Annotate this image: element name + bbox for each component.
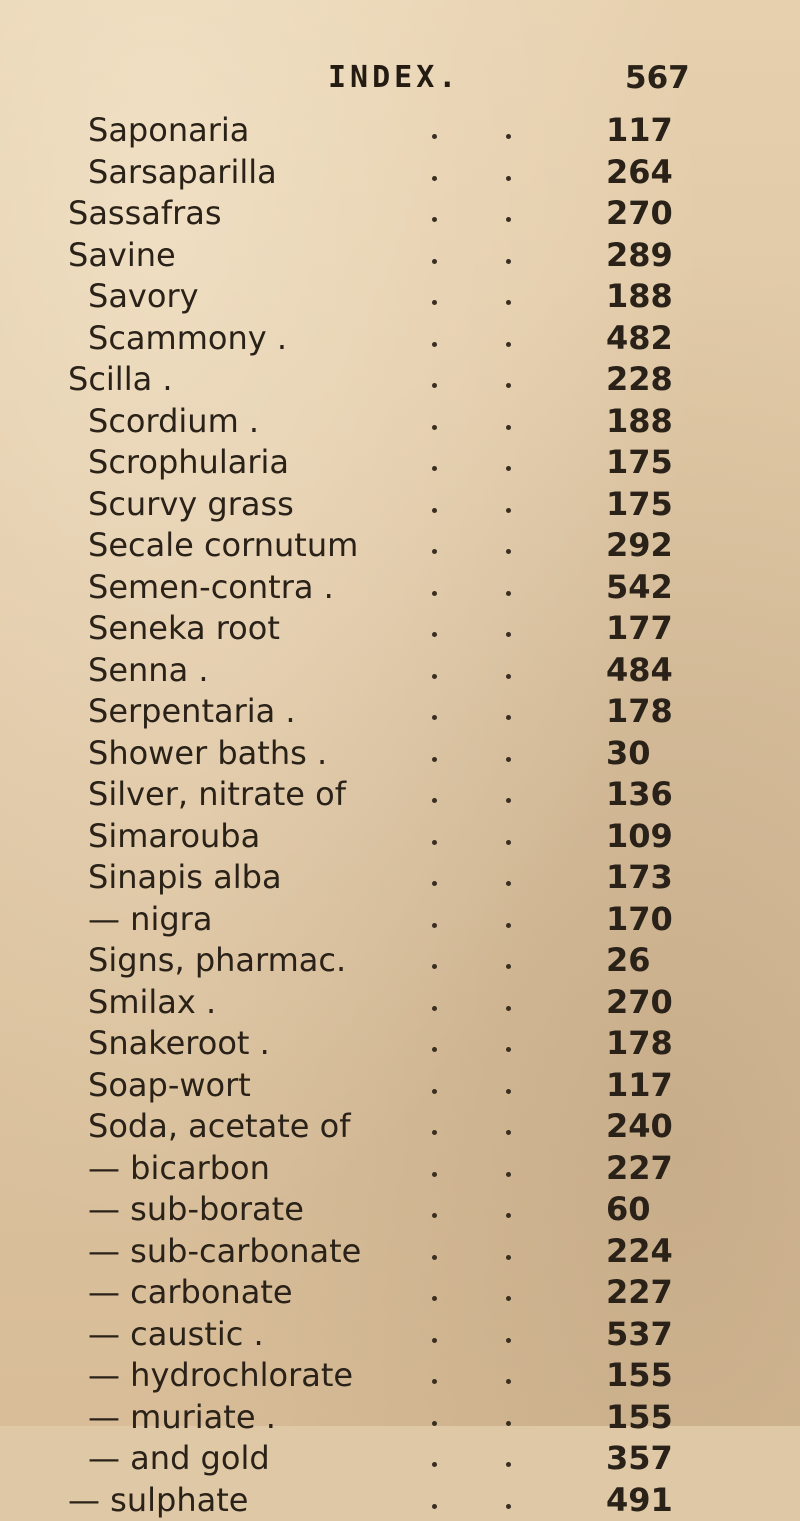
leader-dot [432, 1130, 437, 1135]
entry-term: Silver, nitrate of [88, 774, 346, 814]
leader-dot [432, 881, 437, 886]
leader-dot [432, 259, 437, 264]
entry-term: — carbonate [88, 1272, 293, 1312]
leader-dot [432, 1379, 437, 1384]
entry-page-number: 264 [606, 152, 673, 192]
entry-page-number: 175 [606, 442, 673, 482]
leader-dot [506, 840, 511, 845]
entry-page-number: 155 [606, 1355, 673, 1395]
leader-dot [432, 757, 437, 762]
leader-dot [432, 1047, 437, 1052]
index-entry [0, 442, 800, 484]
entry-term: Seneka root [88, 608, 280, 648]
entry-page-number: 270 [606, 982, 673, 1022]
entry-term: Sassafras [68, 193, 222, 233]
index-title: INDEX. [328, 60, 460, 95]
page-header [0, 0, 800, 100]
entry-page-number: 177 [606, 608, 673, 648]
leader-dot [432, 1296, 437, 1301]
leader-dot [506, 715, 511, 720]
entry-term: Senna . [88, 650, 209, 690]
index-entry [0, 1438, 800, 1480]
entry-term: Scammony . [88, 318, 287, 358]
index-entry [0, 816, 800, 858]
leader-dot [432, 674, 437, 679]
index-entry [0, 1106, 800, 1148]
leader-dot [432, 715, 437, 720]
entry-term: Semen-contra . [88, 567, 334, 607]
index-entry [0, 982, 800, 1024]
entry-term: Sinapis alba [88, 857, 282, 897]
index-entry [0, 110, 800, 152]
index-entry [0, 318, 800, 360]
leader-dot [506, 549, 511, 554]
leader-dot [506, 1296, 511, 1301]
index-entry [0, 608, 800, 650]
index-entry [0, 1480, 800, 1521]
entry-page-number: 228 [606, 359, 673, 399]
entry-term: Simarouba [88, 816, 260, 856]
index-entry [0, 1148, 800, 1190]
entry-term: Sarsaparilla [88, 152, 277, 192]
entry-page-number: 537 [606, 1314, 673, 1354]
entry-page-number: 491 [606, 1480, 673, 1520]
entry-page-number: 542 [606, 567, 673, 607]
entry-page-number: 227 [606, 1148, 673, 1188]
index-entry [0, 193, 800, 235]
entry-page-number: 188 [606, 401, 673, 441]
entry-term: Signs, pharmac. [88, 940, 346, 980]
entry-page-number: 484 [606, 650, 673, 690]
leader-dot [506, 1089, 511, 1094]
index-entry [0, 152, 800, 194]
entry-page-number: 178 [606, 1023, 673, 1063]
leader-dot [506, 632, 511, 637]
index-entry [0, 733, 800, 775]
index-entry [0, 1231, 800, 1273]
entry-page-number: 224 [606, 1231, 673, 1271]
leader-dot [506, 134, 511, 139]
entry-page-number: 292 [606, 525, 673, 565]
entry-page-number: 482 [606, 318, 673, 358]
entry-term: Shower baths . [88, 733, 327, 773]
entry-term: — sub-borate [88, 1189, 304, 1229]
leader-dot [506, 591, 511, 596]
entry-page-number: 227 [606, 1272, 673, 1312]
leader-dot [432, 217, 437, 222]
leader-dot [506, 176, 511, 181]
leader-dot [506, 1504, 511, 1509]
entry-page-number: 117 [606, 1065, 673, 1105]
entry-page-number: 170 [606, 899, 673, 939]
entry-term: Smilax . [88, 982, 216, 1022]
index-entry [0, 1397, 800, 1439]
leader-dot [432, 1006, 437, 1011]
leader-dot [506, 383, 511, 388]
entry-page-number: 270 [606, 193, 673, 233]
index-entry [0, 899, 800, 941]
entry-term: — sulphate [68, 1480, 248, 1520]
entry-term: Serpentaria . [88, 691, 296, 731]
entry-term: — nigra [88, 899, 212, 939]
leader-dot [432, 1504, 437, 1509]
entry-term: — muriate . [88, 1397, 276, 1437]
leader-dot [506, 757, 511, 762]
index-entry [0, 1314, 800, 1356]
leader-dot [432, 300, 437, 305]
entry-term: — caustic . [88, 1314, 264, 1354]
entry-page-number: 136 [606, 774, 673, 814]
leader-dot [506, 425, 511, 430]
leader-dot [506, 923, 511, 928]
leader-dot [432, 1338, 437, 1343]
leader-dot [432, 134, 437, 139]
leader-dot [506, 300, 511, 305]
leader-dot [506, 1379, 511, 1384]
leader-dot [506, 798, 511, 803]
leader-dot [506, 964, 511, 969]
leader-dot [432, 508, 437, 513]
leader-dot [432, 591, 437, 596]
leader-dot [506, 342, 511, 347]
page-number: 567 [625, 60, 690, 96]
leader-dot [506, 881, 511, 886]
index-entry [0, 401, 800, 443]
entry-term: Secale cornutum [88, 525, 358, 565]
leader-dot [432, 1462, 437, 1467]
leader-dot [432, 342, 437, 347]
index-entry [0, 525, 800, 567]
entry-term: Scilla . [68, 359, 173, 399]
index-entry [0, 484, 800, 526]
entry-term: Snakeroot . [88, 1023, 270, 1063]
index-entry [0, 1272, 800, 1314]
leader-dot [506, 1421, 511, 1426]
leader-dot [432, 632, 437, 637]
index-entry [0, 1189, 800, 1231]
index-entry [0, 1065, 800, 1107]
index-entry [0, 857, 800, 899]
leader-dot [506, 674, 511, 679]
leader-dot [432, 466, 437, 471]
leader-dot [432, 923, 437, 928]
leader-dot [432, 1213, 437, 1218]
entry-term: Scordium . [88, 401, 259, 441]
leader-dot [432, 1255, 437, 1260]
entry-term: — and gold [88, 1438, 270, 1478]
index-entry [0, 276, 800, 318]
entry-page-number: 175 [606, 484, 673, 524]
leader-dot [506, 1255, 511, 1260]
leader-dot [506, 1213, 511, 1218]
leader-dot [432, 840, 437, 845]
leader-dot [506, 466, 511, 471]
entry-page-number: 155 [606, 1397, 673, 1437]
entry-term: Savine [68, 235, 176, 275]
entry-term: Scurvy grass [88, 484, 294, 524]
leader-dot [506, 508, 511, 513]
entry-term: Soap-wort [88, 1065, 251, 1105]
leader-dot [432, 549, 437, 554]
entry-term: — sub-carbonate [88, 1231, 361, 1271]
entry-page-number: 117 [606, 110, 673, 150]
index-entry [0, 940, 800, 982]
entry-page-number: 26 [606, 940, 651, 980]
entry-term: — bicarbon [88, 1148, 270, 1188]
leader-dot [432, 425, 437, 430]
entry-page-number: 30 [606, 733, 651, 773]
leader-dot [506, 1338, 511, 1343]
leader-dot [506, 1006, 511, 1011]
leader-dot [506, 259, 511, 264]
leader-dot [432, 964, 437, 969]
leader-dot [506, 1047, 511, 1052]
entry-page-number: 289 [606, 235, 673, 275]
leader-dot [506, 217, 511, 222]
index-entry [0, 567, 800, 609]
leader-dot [432, 1172, 437, 1177]
entry-term: Soda, acetate of [88, 1106, 350, 1146]
index-entry [0, 774, 800, 816]
index-entry [0, 650, 800, 692]
entry-page-number: 357 [606, 1438, 673, 1478]
entry-page-number: 178 [606, 691, 673, 731]
index-entry [0, 235, 800, 277]
entry-page-number: 173 [606, 857, 673, 897]
entry-page-number: 60 [606, 1189, 651, 1229]
index-entry [0, 359, 800, 401]
index-entry [0, 1355, 800, 1397]
leader-dot [432, 383, 437, 388]
entry-page-number: 188 [606, 276, 673, 316]
leader-dot [432, 798, 437, 803]
leader-dot [432, 1089, 437, 1094]
index-entry [0, 1023, 800, 1065]
leader-dot [432, 176, 437, 181]
entry-term: — hydrochlorate [88, 1355, 353, 1395]
entry-page-number: 240 [606, 1106, 673, 1146]
entry-term: Saponaria [88, 110, 249, 150]
leader-dot [506, 1172, 511, 1177]
leader-dot [506, 1462, 511, 1467]
index-entry-list [0, 110, 800, 1521]
entry-term: Scrophularia [88, 442, 289, 482]
leader-dot [432, 1421, 437, 1426]
leader-dot [506, 1130, 511, 1135]
index-entry [0, 691, 800, 733]
entry-page-number: 109 [606, 816, 673, 856]
entry-term: Savory [88, 276, 199, 316]
